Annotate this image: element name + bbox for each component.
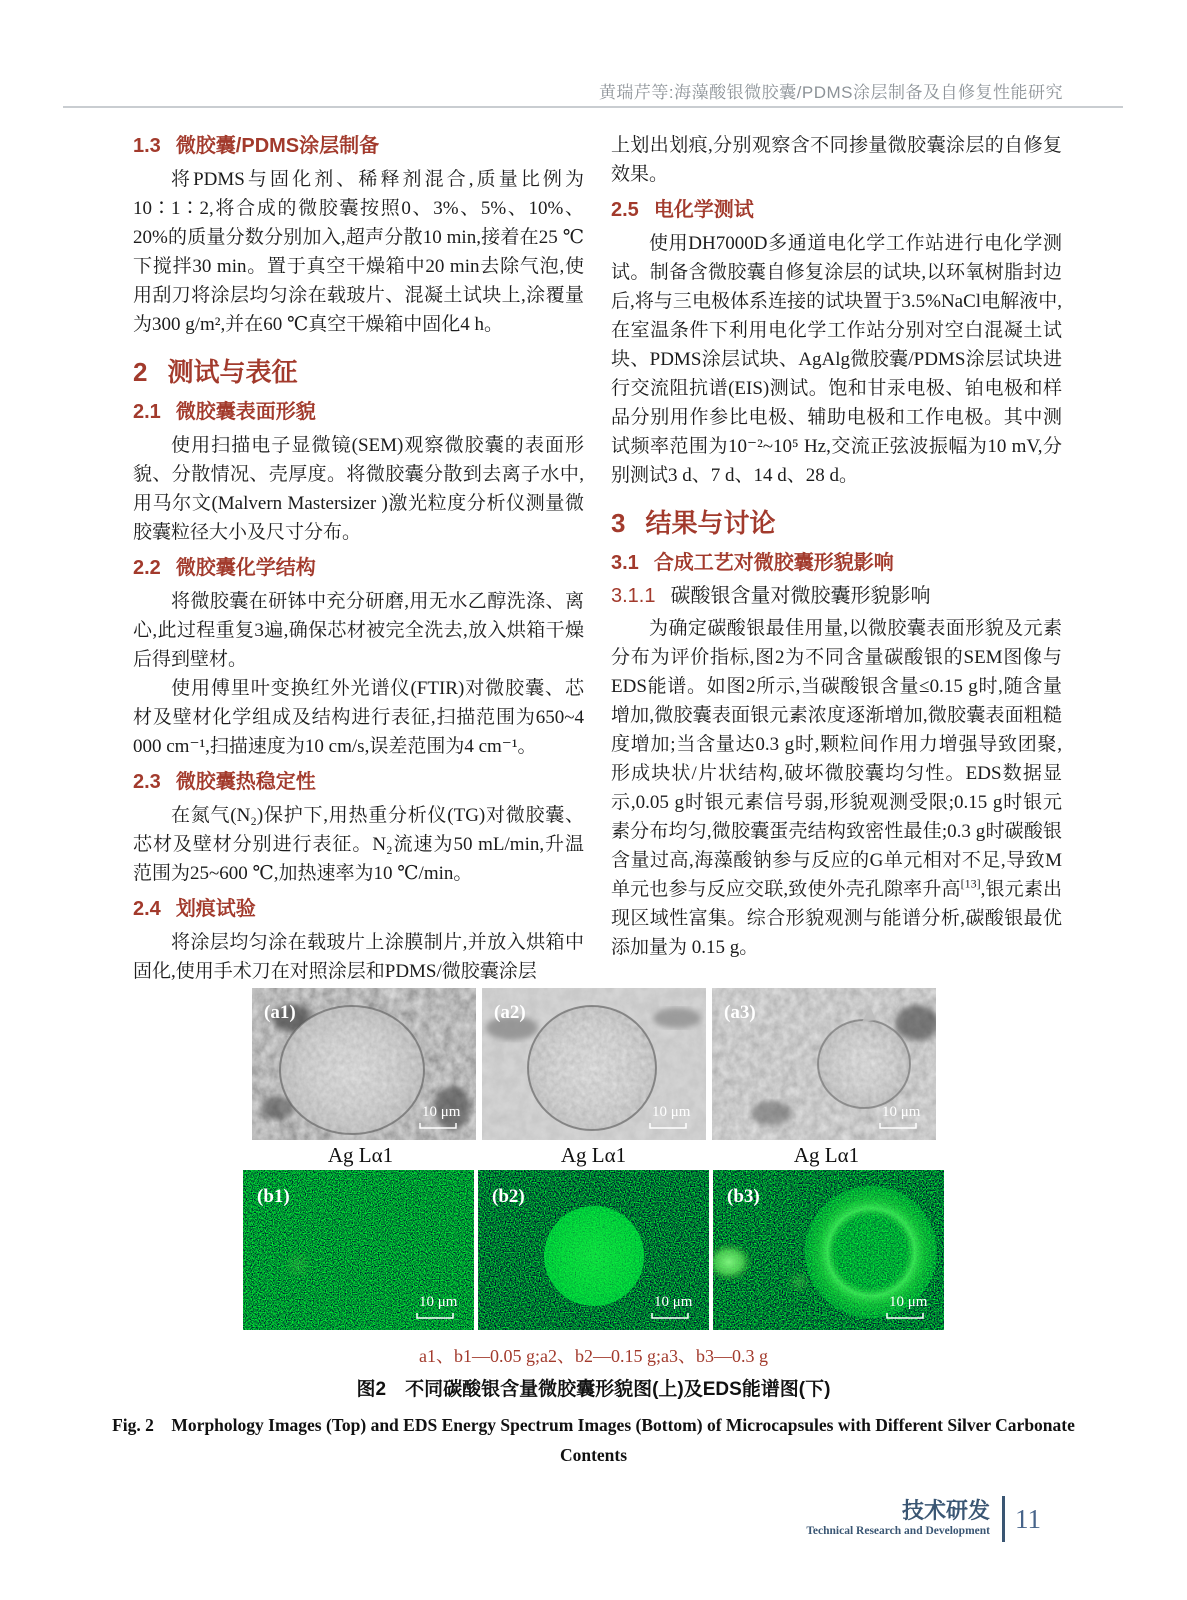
map-label-a3: Ag Lα1 — [793, 1143, 860, 1167]
eds-image-b2 — [478, 1170, 709, 1330]
scale-label: 10 μm — [651, 1104, 690, 1120]
section-heading-2-2 — [133, 555, 584, 582]
figure-caption-zh: 图2 不同碳酸银含量微胶囊形貌图(上)及EDS能谱图(下) — [356, 1379, 831, 1400]
figure-caption-en: Fig. 2 Morphology Images (Top) and EDS Energy Spectrum Images (Bottom) of Microcapsules with Different Silver Carbonate Contents — [112, 1415, 1075, 1465]
section-heading-3-1 — [611, 550, 1062, 577]
section-heading-2-4 — [133, 896, 584, 923]
section-number: 3.1 — [611, 552, 639, 574]
paragraph-chemical-structure-1: 将微胶囊在研钵中充分研磨,用无水乙醇洗涤、离心,此过程重复3遍,确保芯材被完全洗去,放入烘箱干燥后得到壁材。 — [133, 591, 584, 670]
scale-label: 10 μm — [419, 1294, 458, 1310]
section-heading-2-1 — [133, 399, 584, 426]
panel-label: (a2) — [493, 1002, 526, 1023]
paragraph-text: 为确定碳酸银最佳用量,以微胶囊表面形貌及元素分布为评价指标,图2为不同含量碳酸银的SEM图像与EDS能谱。如图2所示,当碳酸银含量≤0.15 g时,随含量增加,微胶囊表面银元素浓度逐渐增加,微胶囊表面粗糙度增加;当含量达0.3 g时,颗粒间作用力增强导致团聚,形成块状/片状结构,破坏微胶囊均匀性。EDS数据显示,0.05 g时银元素信号弱,形貌观测受限;0.15 g时银元素分布均匀,微胶囊蛋壳结构致密性最佳;0.3 g时碳酸银含量过高,海藻酸钠参与反应的G单元相对不足,导致M单元也参与反应交联,致使外壳孔隙率升高 — [611, 618, 1062, 900]
footer-section-zh: 技术研发 — [901, 1498, 990, 1523]
scale-label: 10 μm — [654, 1294, 693, 1310]
panel-label: (b2) — [492, 1186, 525, 1207]
paragraph-scratch-test-continued: 上划出划痕,分别观察含不同掺量微胶囊涂层的自修复效果。 — [611, 135, 1062, 185]
section-title: 微胶囊热稳定性 — [175, 771, 316, 793]
right-column — [611, 131, 1062, 986]
page-footer — [806, 1496, 1041, 1542]
section-heading-2-3 — [133, 769, 584, 796]
scale-label: 10 μm — [889, 1294, 928, 1310]
sem-image-a3 — [712, 988, 936, 1140]
footer-divider — [1002, 1496, 1005, 1542]
section-title: 合成工艺对微胶囊形貌影响 — [653, 552, 894, 574]
paragraph-chemical-structure-2: 使用傅里叶变换红外光谱仪(FTIR)对微胶囊、芯材及壁材化学组成及结构进行表征,扫描范围为650~4 000 cm⁻¹,扫描速度为10 cm/s,误差范围为4 cm⁻¹。 — [133, 678, 584, 757]
page-number: 11 — [1015, 1503, 1041, 1534]
section-heading-3-1-1 — [611, 583, 1062, 610]
section-title: 结果与讨论 — [645, 508, 776, 538]
section-title: 电化学测试 — [653, 199, 754, 221]
figure-2 — [112, 984, 1075, 1470]
map-label-a2: Ag Lα1 — [560, 1143, 627, 1167]
section-title: 微胶囊/PDMS涂层制备 — [175, 135, 380, 157]
panel-label: (b1) — [257, 1186, 290, 1207]
paragraph-sem-morphology: 使用扫描电子显微镜(SEM)观察微胶囊的表面形貌、分散情况、壳厚度。将微胶囊分散到去离子水中,用马尔文(Malvern Mastersizer )激光粒度分析仪测量微胶囊粒径大小及尺寸分布。 — [133, 435, 584, 543]
paragraph-text: ,银元素出现区域性富集。综合形貌观测与能谱分析,碳酸银最优添加量为 0.15 g。 — [611, 879, 1062, 958]
section-title: 划痕试验 — [175, 898, 256, 920]
panel-label: (b3) — [727, 1186, 760, 1207]
section-number: 2.1 — [133, 401, 161, 423]
paragraph-thermal-stability: 在氮气(N₂)保护下,用热重分析仪(TG)对微胶囊、芯材及壁材分别进行表征。N₂流速为50 mL/min,升温范围为25~600 ℃,加热速率为10 ℃/min。 — [133, 805, 584, 884]
paragraph-electrochemical-test: 使用DH7000D多通道电化学工作站进行电化学测试。制备含微胶囊自修复涂层的试块,以环氧树脂封边后,将与三电极体系连接的试块置于3.5%NaCl电解液中,在室温条件下利用电化学工作站分别对空白混凝土试块、PDMS涂层试块、AgAlg微胶囊/PDMS涂层试块进行交流阻抗谱(EIS)测试。饱和甘汞电极、铂电极和样品分别用作参比电极、辅助电极和工作电极。其中测试频率范围为10⁻²~10⁵ Hz,交流正弦波振幅为10 mV,分别测试3 d、7 d、14 d、28 d。 — [611, 233, 1062, 486]
paragraph-silver-carbonate-results — [611, 614, 1062, 962]
body-columns — [133, 131, 1063, 986]
sem-image-a2 — [482, 988, 706, 1140]
section-number: 2.5 — [611, 199, 639, 221]
section-heading-2-5 — [611, 197, 1062, 224]
header-divider — [63, 106, 1123, 108]
panel-label: (a3) — [723, 1002, 756, 1023]
figure-key: a1、b1—0.05 g;a2、b2—0.15 g;a3、b3—0.3 g — [419, 1346, 768, 1366]
section-number: 3.1.1 — [611, 585, 656, 607]
running-header-title: 黄瑞芹等:海藻酸银微胶囊/PDMS涂层制备及自修复性能研究 — [598, 83, 1063, 102]
paragraph-coating-preparation: 将PDMS与固化剂、稀释剂混合,质量比例为10∶1∶2,将合成的微胶囊按照0、3%、5%、10%、20%的质量分数分别加入,超声分散10 min,接着在25 ℃下搅拌30 min。置于真空干燥箱中20 min去除气泡,使用刮刀将涂层均匀涂在载玻片、混凝土试块上,涂覆量为300 g/m²,并在60 ℃真空干燥箱中固化4 h。 — [133, 169, 584, 335]
section-title: 微胶囊化学结构 — [175, 557, 316, 579]
section-heading-3 — [611, 506, 1062, 540]
eds-image-b1 — [243, 1170, 474, 1330]
sem-image-a1 — [252, 988, 476, 1140]
footer-section — [806, 1499, 990, 1539]
section-number: 2.4 — [133, 898, 161, 920]
scale-label: 10 μm — [421, 1104, 460, 1120]
section-heading-1-3 — [133, 133, 584, 160]
map-label-row — [239, 1140, 949, 1170]
panel-label: (a1) — [263, 1002, 296, 1023]
footer-section-en: Technical Research and Development — [806, 1525, 990, 1537]
paragraph-scratch-test: 将涂层均匀涂在载玻片上涂膜制片,并放入烘箱中固化,使用手术刀在对照涂层和PDMS/微胶囊涂层 — [133, 932, 584, 982]
section-title: 测试与表征 — [167, 357, 298, 387]
map-label-a1: Ag Lα1 — [327, 1143, 394, 1167]
citation-marker: [13] — [960, 876, 981, 891]
sem-row — [239, 988, 949, 1140]
section-heading-2 — [133, 355, 584, 389]
scale-label: 10 μm — [881, 1104, 920, 1120]
section-number: 2 — [133, 357, 148, 387]
running-header — [133, 78, 1063, 103]
section-title: 微胶囊表面形貌 — [175, 401, 316, 423]
section-number: 2.2 — [133, 557, 161, 579]
section-number: 1.3 — [133, 135, 161, 157]
section-number: 2.3 — [133, 771, 161, 793]
left-column — [133, 131, 584, 986]
eds-row — [239, 1170, 949, 1330]
section-number: 3 — [611, 508, 626, 538]
section-title: 碳酸银含量对微胶囊形貌影响 — [670, 585, 931, 607]
eds-image-b3 — [713, 1170, 944, 1330]
